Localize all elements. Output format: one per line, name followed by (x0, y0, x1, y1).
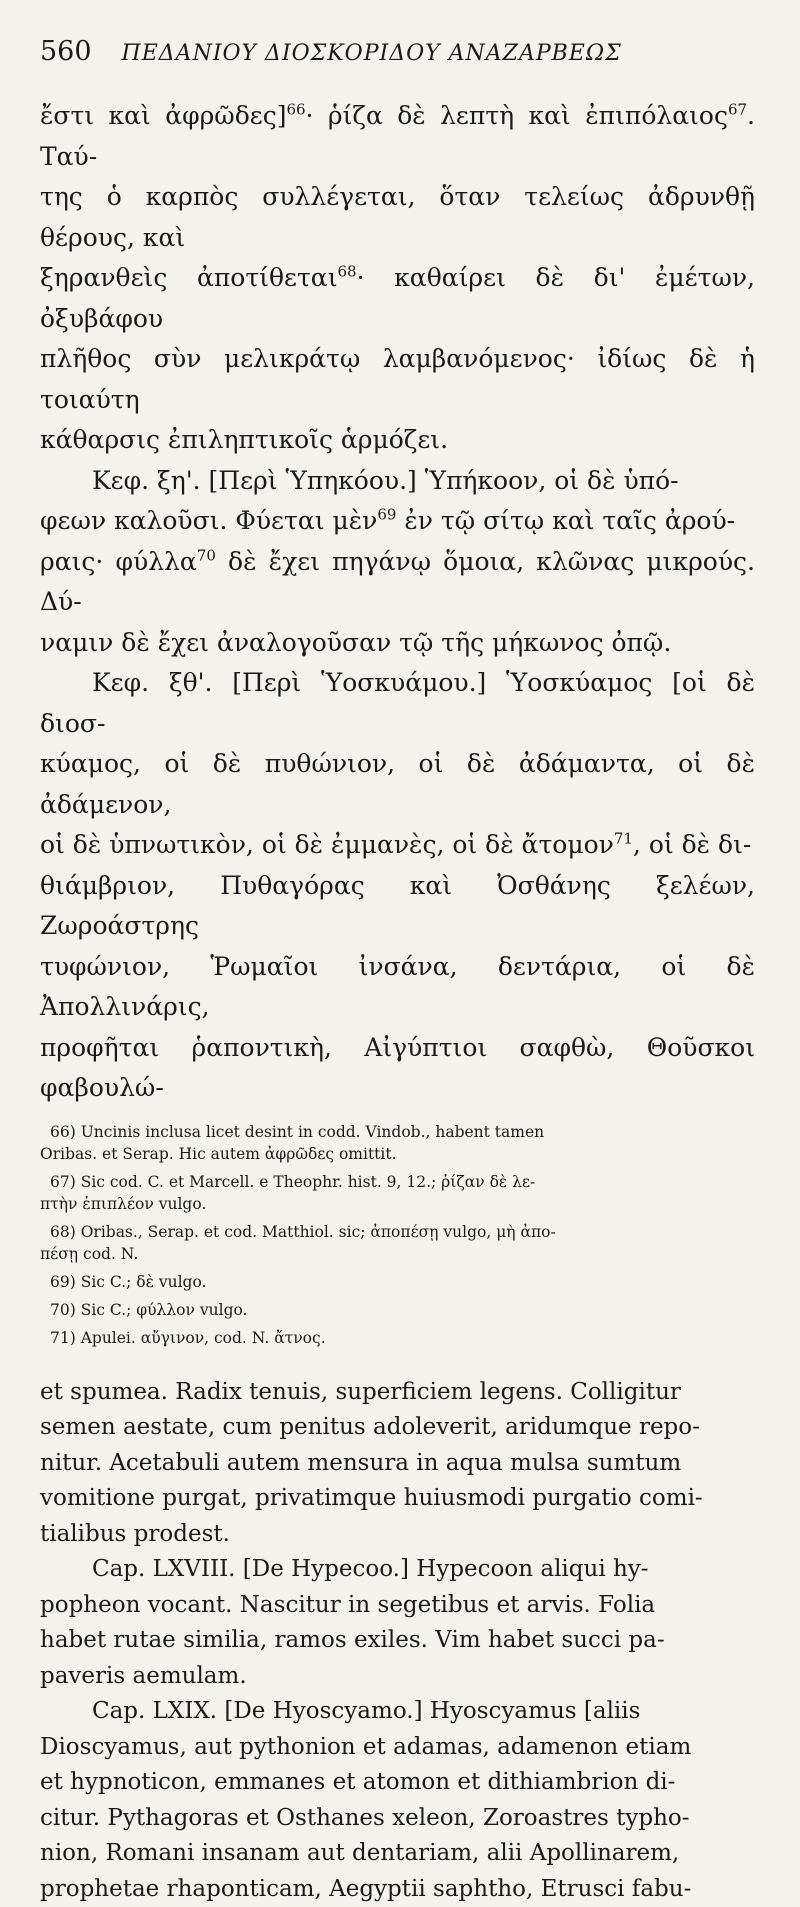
latin-line: Cap. LXIX. [De Hyoscyamo.] Hyoscyamus [aliis (40, 1694, 755, 1730)
greek-line: πλῆθος σὺν μελικράτῳ λαμβανόμενος· ἰδίως δὲ ἡ τοιαύτη (40, 339, 755, 420)
greek-text (40, 96, 755, 1109)
latin-line: semen aestate, cum penitus adoleverit, aridumque repo- (40, 1410, 755, 1446)
greek-line: προφῆται ῥαποντικὴ, Αἰγύπτιοι σαφθὼ, Θοῦσκοι φαβουλώ- (40, 1028, 755, 1109)
latin-line: nion, Romani insanam aut dentariam, alii Apollinarem, (40, 1836, 755, 1872)
latin-text (40, 1375, 755, 1907)
page (40, 36, 755, 1907)
latin-line: tialibus prodest. (40, 1517, 755, 1553)
footnote-line: 69) Sic C.; δὲ vulgo. (40, 1271, 755, 1293)
footnote-line: 71) Apulei. αὔγινον, cod. N. ἄτνος. (40, 1327, 755, 1349)
footnote-line: 70) Sic C.; φύλλον vulgo. (40, 1299, 755, 1321)
footnote-line: 66) Uncinis inclusa licet desint in codd. Vindob., habent tamen (40, 1121, 755, 1143)
latin-line: citur. Pythagoras et Osthanes xeleon, Zoroastres typho- (40, 1801, 755, 1837)
footnote-line: 67) Sic cod. C. et Marcell. e Theophr. hist. 9, 12.; ῥίζαν δὲ λε- (40, 1171, 755, 1193)
latin-line: paveris aemulam. (40, 1659, 755, 1695)
footnotes (40, 1121, 755, 1349)
latin-line: popheon vocant. Nascitur in segetibus et arvis. Folia (40, 1588, 755, 1624)
greek-line: Κεφ. ξη'. [Περὶ Ὑπηκόου.] Ὑπήκοον, οἱ δὲ ὑπό- (40, 461, 755, 502)
running-head: ΠΕΔΑΝΙΟΥ ΔΙΟΣΚΟΡΙΔΟΥ ΑΝΑΖΑΡΒΕΩΣ (122, 41, 622, 66)
latin-line: et spumea. Radix tenuis, superficiem legens. Colligitur (40, 1375, 755, 1411)
latin-line: prophetae rhaponticam, Aegyptii saphtho, Etrusci fabu- (40, 1872, 755, 1907)
greek-line: της ὁ καρπὸς συλλέγεται, ὅταν τελείως ἀδρυνθῇ θέρους, καὶ (40, 177, 755, 258)
latin-line: habet rutae similia, ramos exiles. Vim habet succi pa- (40, 1623, 755, 1659)
greek-line: οἱ δὲ ὑπνωτικὸν, οἱ δὲ ἐμμανὲς, οἱ δὲ ἄτομον$^{71}$, οἱ δὲ δι- (40, 825, 755, 866)
greek-line: κάθαρσις ἐπιληπτικοῖς ἁρμόζει. (40, 420, 755, 461)
latin-line: et hypnoticon, emmanes et atomon et dithiambrion di- (40, 1765, 755, 1801)
greek-line: ἔστι καὶ ἀφρῶδες]$^{66}$· ῥίζα δὲ λεπτὴ καὶ ἐπιπόλαιος$^{67}$. Ταύ- (40, 96, 755, 177)
footnote-line: πτὴν ἐπιπλέον vulgo. (40, 1193, 755, 1215)
greek-line: ξηρανθεὶς ἀποτίθεται$^{68}$· καθαίρει δὲ δι' ἐμέτων, ὀξυβάφου (40, 258, 755, 339)
greek-line: Κεφ. ξθ'. [Περὶ Ὑοσκυάμου.] Ὑοσκύαμος [οἱ δὲ διοσ- (40, 663, 755, 744)
latin-line: nitur. Acetabuli autem mensura in aqua mulsa sumtum (40, 1446, 755, 1482)
greek-line: τυφώνιον, Ῥωμαῖοι ἰνσάνα, δεντάρια, οἱ δὲ Ἀπολλινάρις, (40, 947, 755, 1028)
footnote-line: 68) Oribas., Serap. et cod. Matthiol. sic; ἀποπέσῃ vulgo, μὴ ἀπο- (40, 1221, 755, 1243)
page-number: 560 (40, 36, 92, 67)
greek-line: ραις· φύλλα$^{70}$ δὲ ἔχει πηγάνῳ ὅμοια, κλῶνας μικρούς. Δύ- (40, 542, 755, 623)
greek-line: κύαμος, οἱ δὲ πυθώνιον, οἱ δὲ ἀδάμαντα, οἱ δὲ ἀδάμενον, (40, 744, 755, 825)
latin-line: Dioscyamus, aut pythonion et adamas, adamenon etiam (40, 1730, 755, 1766)
footnote-line: Oribas. et Serap. Hic autem ἀφρῶδες omittit. (40, 1143, 755, 1165)
page-header (40, 36, 755, 86)
footnote-line: πέσῃ cod. N. (40, 1243, 755, 1265)
greek-line: θιάμβριον, Πυθαγόρας καὶ Ὀσθάνης ξελέων, Ζωροάστρης (40, 866, 755, 947)
latin-line: Cap. LXVIII. [De Hypecoo.] Hypecoon aliqui hy- (40, 1552, 755, 1588)
greek-line: ναμιν δὲ ἔχει ἀναλογοῦσαν τῷ τῆς μήκωνος ὀπῷ. (40, 623, 755, 664)
greek-line: φεων καλοῦσι. Φύεται μὲν$^{69}$ ἐν τῷ σίτῳ καὶ ταῖς ἀρού- (40, 501, 755, 542)
latin-line: vomitione purgat, privatimque huiusmodi purgatio comi- (40, 1481, 755, 1517)
